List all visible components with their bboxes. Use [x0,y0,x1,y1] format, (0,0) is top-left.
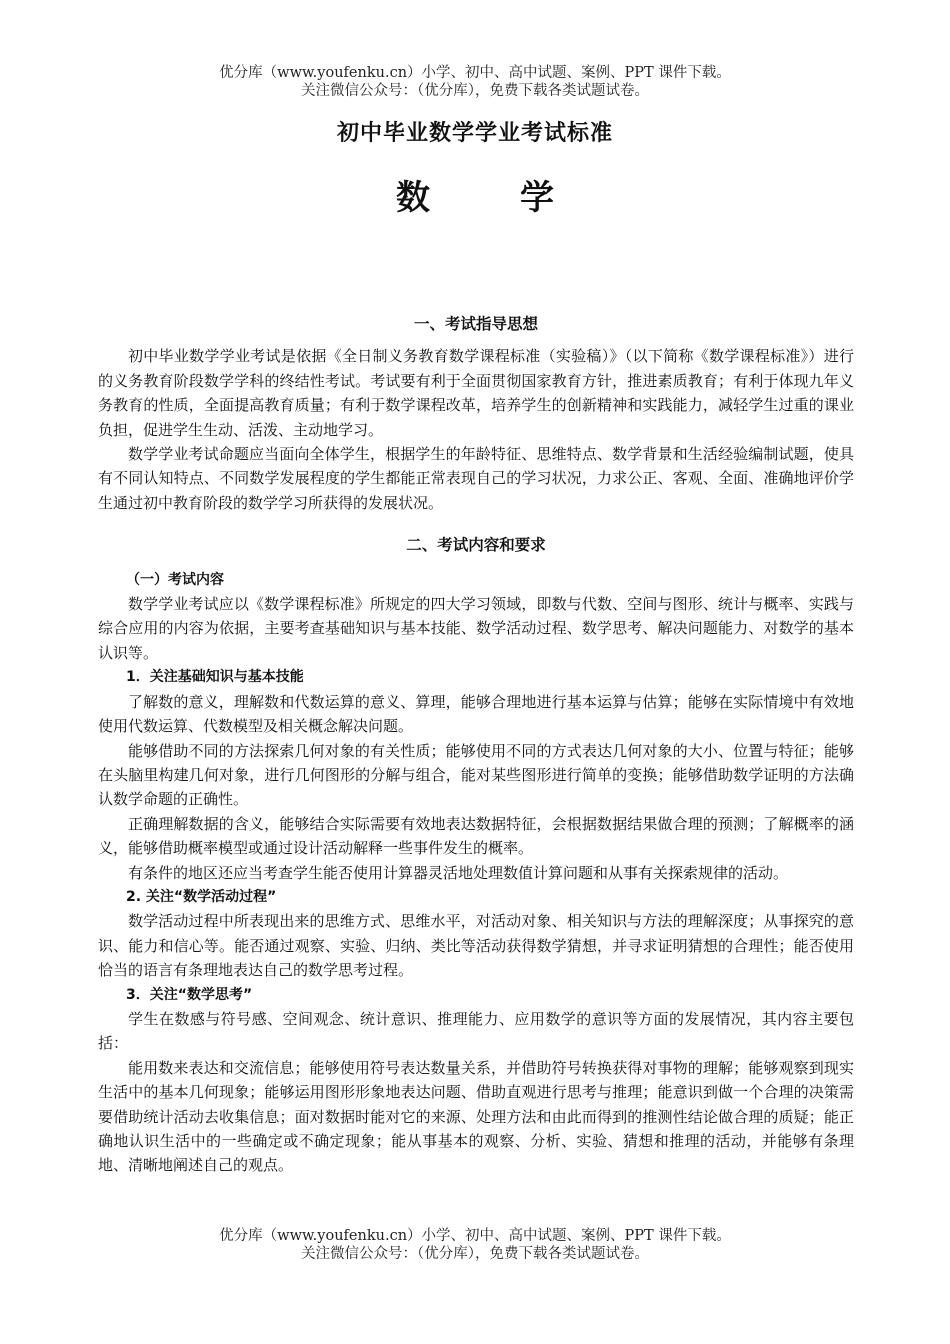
section-1-heading: 一、考试指导思想 [413,315,538,333]
document-body [98,312,854,1178]
paragraph: 学生在数感与符号感、空间观念、统计意识、推理能力、应用数学的意识等方面的发展情况，其内容主要包括： [98,1009,854,1053]
footer-line-1: 优分库（www.youfenku.cn）小学、初中、高中试题、案例、PPT 课件下载。 [219,1228,731,1244]
header-line-1: 优分库（www.youfenku.cn）小学、初中、高中试题、案例、PPT 课件下载。 [219,65,731,81]
document-subject: 数学 [396,178,644,218]
paragraph: 能够借助不同的方法探索几何对象的有关性质；能够使用不同的方式表达几何对象的大小、位置与特征；能够在头脑里构建几何对象，进行几何图形的分解与组合，能对某些图形进行简单的变换；能够借助数学证明的方法确认数学命题的正确性。 [98,741,854,809]
page-footer [0,1227,950,1263]
footer-line-2: 关注微信公众号：（优分库），免费下载各类试题试卷。 [301,1246,649,1262]
subsection-heading: （一）考试内容 [126,571,224,588]
item-1-heading: 1．关注基础知识与基本技能 [126,669,304,686]
paragraph: 有条件的地区还应当考查学生能否使用计算器灵活地处理数值计算问题和从事有关探索规律的活动。 [128,863,789,882]
paragraph: 数学活动过程中所表现出来的思维方式、思维水平，对活动对象、相关知识与方法的理解深度；从事探究的意识、能力和信心等。能否通过观察、实验、归纳、类比等活动获得数学猜想，并寻求证明猜想的合理性；能否使用恰当的语言有条理地表达自己的数学思考过程。 [98,912,854,980]
page-header [0,64,950,100]
paragraph: 能用数来表达和交流信息；能够使用符号表达数量关系，并借助符号转换获得对事物的理解；能够观察到现实生活中的基本几何现象；能够运用图形形象地表达问题、借助直观进行思考与推理；能意识到做一个合理的决策需要借助统计活动去收集信息；面对数据时能对它的来源、处理方法和由此而得到的推测性结论做合理的质疑；能正确地认识生活中的一些确定或不确定现象；能从事基本的观察、分析、实验、猜想和推理的活动，并能够有条理地、清晰地阐述自己的观点。 [98,1058,854,1175]
paragraph: 数学学业考试命题应当面向全体学生，根据学生的年龄特征、思维特点、数学背景和生活经验编制试题，使具有不同认知特点、不同数学发展程度的学生都能正常表现自己的学习状况，力求公正、客观、全面、准确地评价学生通过初中教育阶段的数学学习所获得的发展状况。 [98,445,854,512]
document-title: 初中毕业数学学业考试标准 [336,121,613,146]
section-2-heading: 二、考试内容和要求 [406,536,546,555]
header-line-2: 关注微信公众号：（优分库），免费下载各类试题试卷。 [301,83,649,99]
paragraph: 正确理解数据的含义，能够结合实际需要有效地表达数据特征，会根据数据结果做合理的预测；了解概率的涵义，能够借助概率模型或通过设计活动解释一些事件发生的概率。 [98,814,854,858]
paragraph: 了解数的意义，理解数和代数运算的意义、算理，能够合理地进行基本运算与估算；能够在实际情境中有效地使用代数运算、代数模型及相关概念解决问题。 [98,692,854,736]
item-2-heading: 2. 关注“数学活动过程” [126,888,277,905]
paragraph: 数学学业考试应以《数学课程标准》所规定的四大学习领域，即数与代数、空间与图形、统计与概率、实践与综合应用的内容为依据，主要考查基础知识与基本技能、数学活动过程、数学思考、解决问题能力、对数学的基本认识等。 [98,595,854,662]
item-3-heading: 3．关注“数学思考” [126,986,253,1003]
paragraph: 初中毕业数学学业考试是依据《全日制义务教育数学课程标准（实验稿）》（以下简称《数学课程标准》）进行的义务教育阶段数学学科的终结性考试。考试要有利于全面贯彻国家教育方针，推进素质教育；有利于体现九年义务教育的性质，全面提高教育质量；有利于数学课程改革，培养学生的创新精神和实践能力，减轻学生过重的课业负担，促进学生生动、活泼、主动地学习。 [98,347,854,439]
